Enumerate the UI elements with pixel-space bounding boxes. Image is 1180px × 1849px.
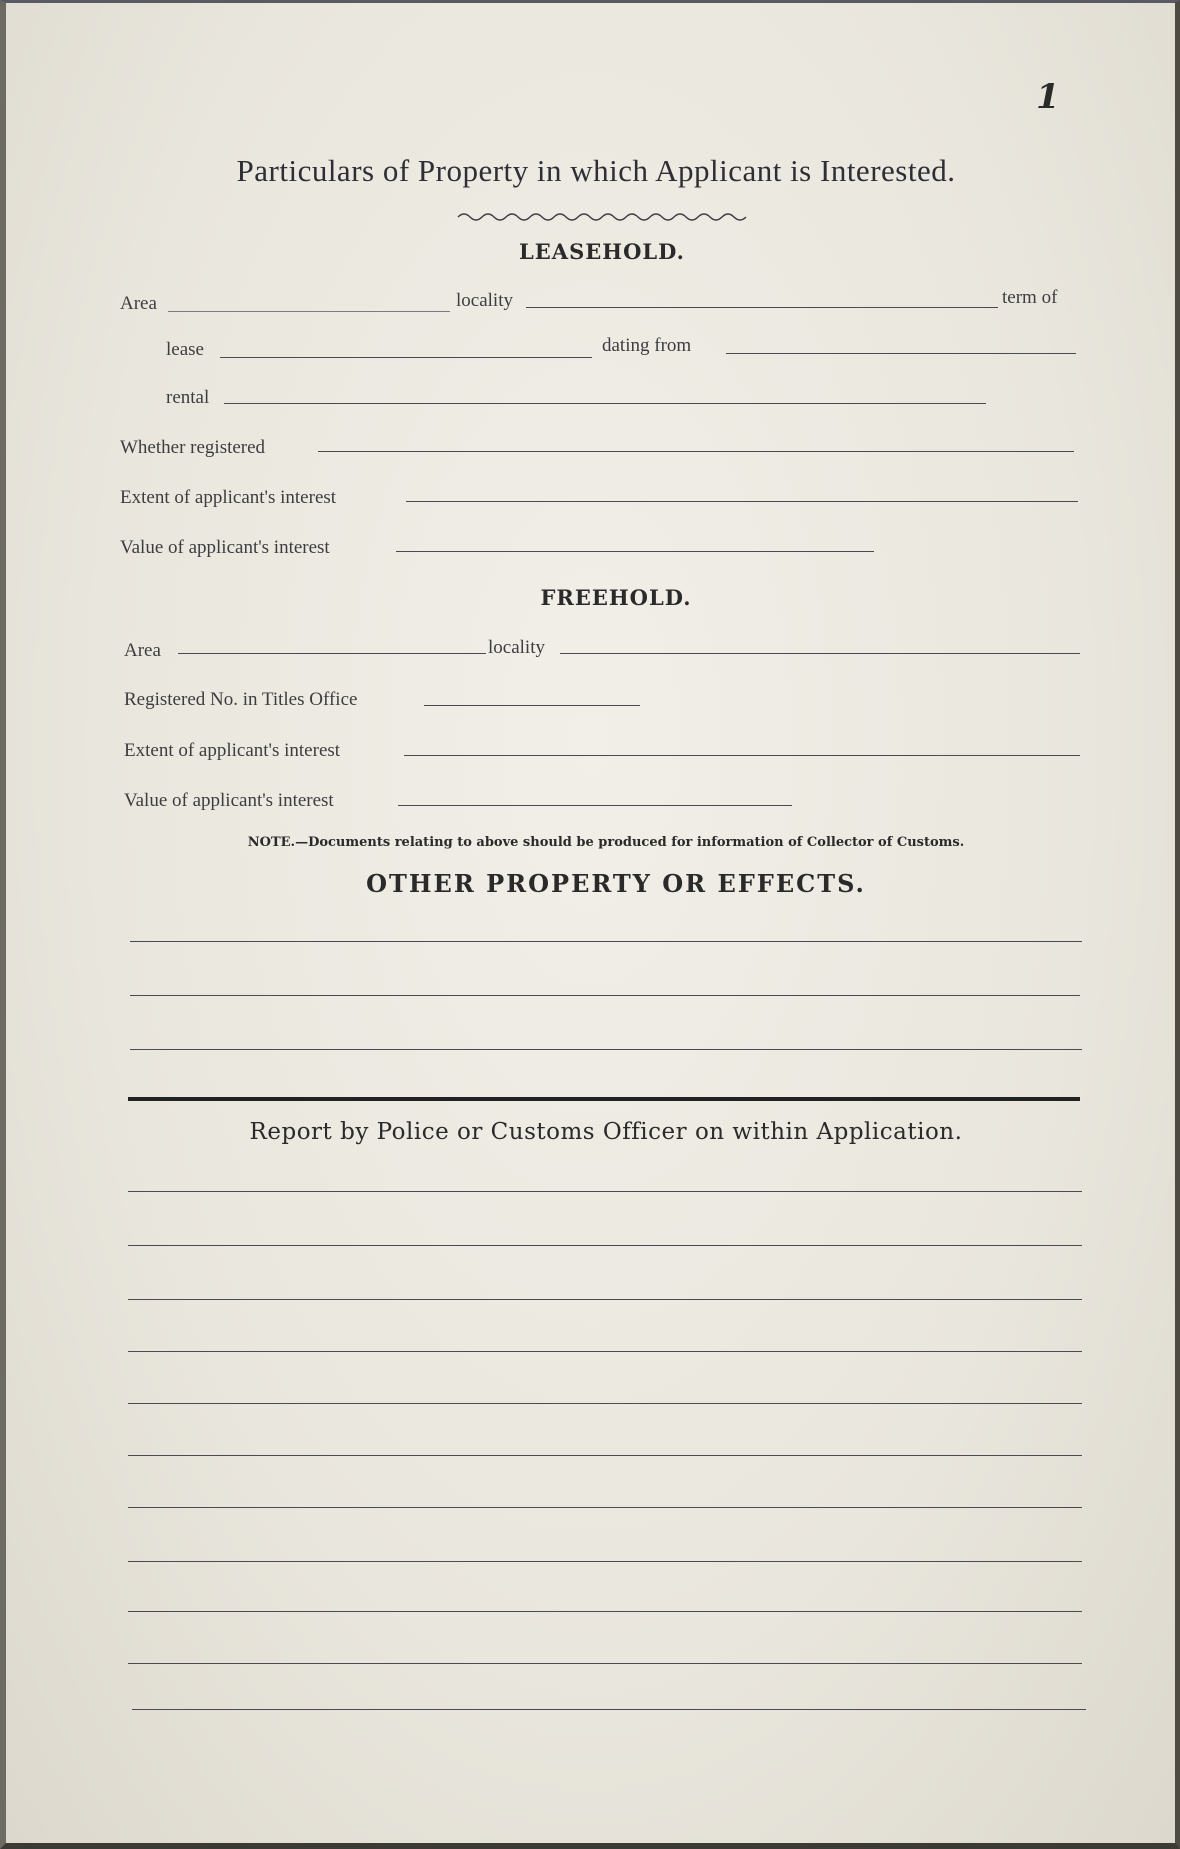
other-property-line-1[interactable] — [130, 941, 1082, 942]
leasehold-area-field[interactable] — [168, 311, 450, 312]
leasehold-term-label: term of — [1002, 287, 1058, 308]
report-line-6[interactable] — [128, 1455, 1082, 1456]
leasehold-extent-label: Extent of applicant's interest — [120, 487, 337, 508]
report-line-9[interactable] — [128, 1611, 1082, 1612]
freehold-extent-label: Extent of applicant's interest — [124, 740, 341, 761]
report-line-4[interactable] — [128, 1351, 1082, 1352]
leasehold-extent-field[interactable] — [406, 501, 1078, 502]
report-line-10[interactable] — [128, 1663, 1082, 1664]
other-property-line-3[interactable] — [130, 1049, 1082, 1050]
report-line-3[interactable] — [128, 1299, 1082, 1300]
freehold-area-field[interactable] — [178, 653, 486, 654]
leasehold-area-label: Area — [120, 293, 157, 314]
report-line-11[interactable] — [132, 1709, 1086, 1710]
leasehold-registered-field[interactable] — [318, 451, 1074, 452]
leasehold-locality-field[interactable] — [526, 307, 998, 308]
leasehold-dating-from-label: dating from — [602, 335, 692, 356]
leasehold-rental-label: rental — [166, 387, 210, 408]
freehold-extent-field[interactable] — [404, 755, 1080, 756]
leasehold-lease-field[interactable] — [220, 357, 592, 358]
report-line-5[interactable] — [128, 1403, 1082, 1404]
freehold-heading: FREEHOLD. — [540, 585, 692, 610]
leasehold-registered-label: Whether registered — [120, 437, 266, 458]
freehold-titles-label: Registered No. in Titles Office — [124, 689, 358, 710]
freehold-area-label: Area — [124, 640, 161, 661]
freehold-titles-field[interactable] — [424, 705, 640, 706]
freehold-value-label: Value of applicant's interest — [124, 790, 334, 811]
leasehold-value-label: Value of applicant's interest — [120, 537, 330, 558]
report-line-7[interactable] — [128, 1507, 1082, 1508]
leasehold-locality-label: locality — [456, 290, 513, 311]
other-property-heading: OTHER PROPERTY OR EFFECTS. — [366, 869, 866, 898]
leasehold-lease-label: lease — [166, 339, 204, 360]
customs-note: NOTE.—Documents relating to above should be produced for information of Collector of Customs. — [247, 835, 965, 850]
freehold-value-field[interactable] — [398, 805, 792, 806]
report-line-1[interactable] — [128, 1191, 1082, 1192]
form-title: Particulars of Property in which Applicant is Interested. — [236, 153, 956, 188]
freehold-locality-field[interactable] — [560, 653, 1080, 654]
other-property-line-2[interactable] — [130, 995, 1080, 996]
report-line-8[interactable] — [128, 1561, 1082, 1562]
leasehold-dating-from-field[interactable] — [726, 353, 1076, 354]
report-line-2[interactable] — [128, 1245, 1082, 1246]
freehold-locality-label: locality — [488, 637, 545, 658]
page-number-mark: 1 — [1036, 77, 1060, 117]
leasehold-rental-field[interactable] — [224, 403, 986, 404]
leasehold-value-field[interactable] — [396, 551, 874, 552]
leasehold-heading: LEASEHOLD. — [519, 239, 685, 264]
title-flourish — [456, 209, 751, 223]
section-divider — [128, 1097, 1080, 1101]
report-title: Report by Police or Customs Officer on within Application. — [249, 1119, 963, 1145]
